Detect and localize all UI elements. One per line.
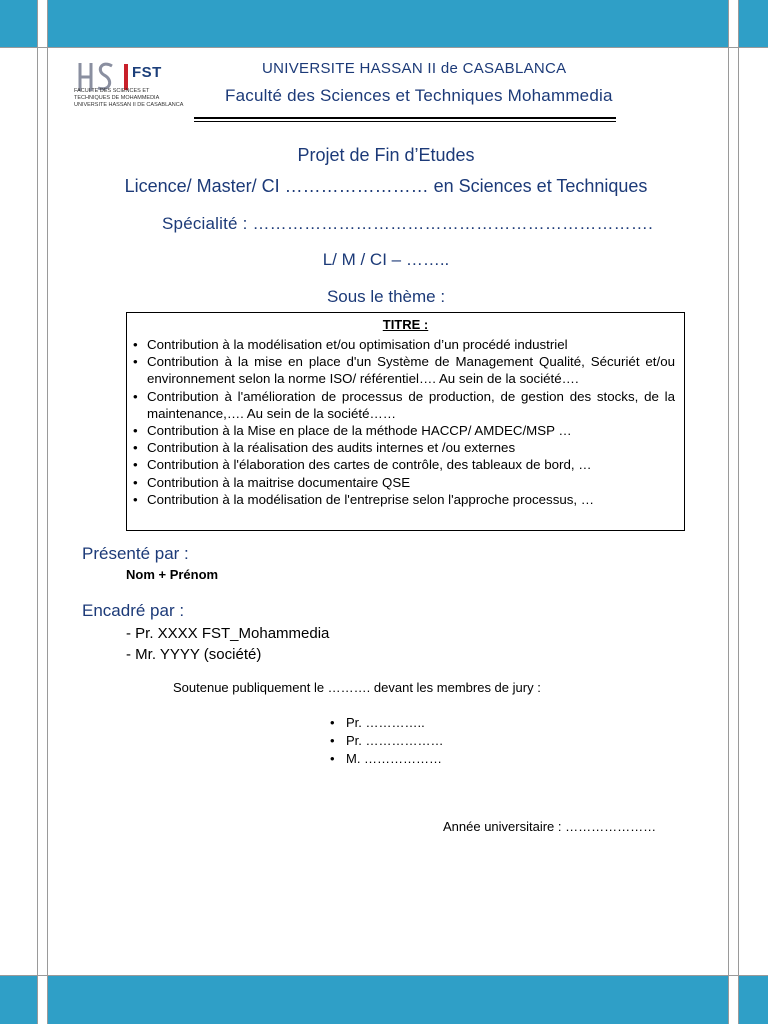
supervisor-company: - Mr. YYYY (société) [126,646,262,663]
titre-item: • Contribution à la modélisation de l'entreprise selon l'approche processus, … [133,491,675,508]
presented-by-label: Présenté par : [82,544,189,563]
titre-item: • Contribution à la modélisation et/ou optimisation d’un procédé industriel [133,336,675,353]
faculty-name: Faculté des Sciences et Techniques Mohammedia [225,86,613,105]
titre-item: • Contribution à la mise en place d'un Système de Management Qualité, Sécuriét et/ou environnement selon la norme ISO/ référentiel…. Au sein de la société…. [133,353,675,387]
top-left-band [0,0,37,47]
titre-list [133,336,675,508]
supervisor-academic: - Pr. XXXX FST_Mohammedia [126,625,330,642]
supervised-by-label: Encadré par : [82,601,185,620]
logo-red-bar [124,64,128,90]
titre-item: • Contribution à la Mise en place de la méthode HACCP/ AMDEC/MSP … [133,422,675,439]
university-name: UNIVERSITE HASSAN II de CASABLANCA [262,60,567,77]
jury-member-name: Pr. ………….. [346,715,425,730]
frame-line-top [0,47,768,48]
titre-item: • Contribution à l'amélioration de processus de production, de gestion des stocks, de la maintenance,…. Au sein de la société…… [133,388,675,422]
pfe-title: Projet de Fin d’Etudes [297,145,475,165]
header-rule [194,117,616,119]
titre-item: • Contribution à la maitrise documentaire QSE [133,474,675,491]
titre-heading: TITRE : [382,317,429,332]
jury-member-name: M. ……………… [346,751,443,766]
bullet-icon: • [330,751,335,766]
top-right-band [739,0,768,47]
titre-item: • Contribution à l'élaboration des cartes de contrôle, des tableaux de bord, … [133,456,675,473]
degree-line: Licence/ Master/ CI …………………… en Sciences et Techniques [124,176,648,196]
level-line: L/ M / CI – …….. [322,250,450,269]
header-rule-thin [194,121,616,122]
frame-line-right-inner [728,0,729,1024]
jury-member-name: Pr. ……………… [346,733,444,748]
theme-label: Sous le thème : [326,287,446,306]
academic-year: Année universitaire : ………………… [443,819,657,834]
jury-member [330,751,442,766]
jury-member [330,733,444,748]
titre-item: • Contribution à la réalisation des audits internes et /ou externes [133,439,675,456]
logo-brand: FST [132,64,162,81]
logo-line-2: TECHNIQUES DE MOHAMMEDIA [74,95,160,101]
jury-member [330,715,425,730]
bottom-right-band [739,976,768,1024]
bottom-left-band [0,976,37,1024]
frame-line-bottom [0,975,768,976]
frame-line-left-outer [37,0,38,1024]
fst-logo [74,60,189,110]
logo-line-1: FACULTE DES SCIENCES ET [74,88,150,94]
logo-line-3: UNIVERSITE HASSAN II DE CASABLANCA [74,102,184,108]
bottom-band [48,976,728,1024]
bullet-icon: • [330,733,335,748]
defense-statement: Soutenue publiquement le ………. devant les membres de jury : [173,680,541,695]
bullet-icon: • [330,715,335,730]
specialite-line: Spécialité : ……………………………………………………………. [162,214,654,233]
titre-box [126,312,685,531]
frame-line-right-outer [738,0,739,1024]
top-band [48,0,728,47]
student-name: Nom + Prénom [126,567,219,582]
